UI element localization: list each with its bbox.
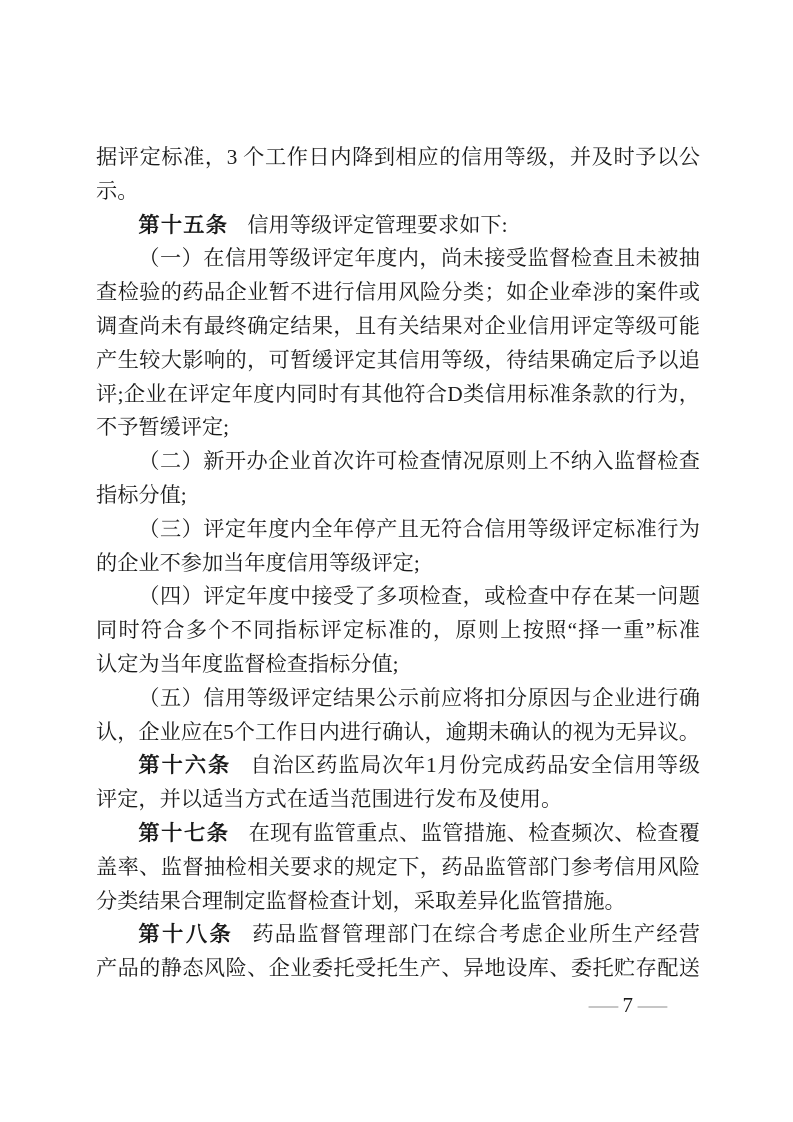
line-text: 评;企业在评定年度内同时有其他符合D类信用标准条款的行为， [96, 381, 700, 406]
body-line [96, 716, 700, 750]
article-number: 第十八条 [138, 922, 234, 947]
body-line [96, 344, 700, 378]
body-line [96, 885, 700, 919]
body-line [96, 242, 700, 276]
body-line [96, 276, 700, 310]
line-text: 同时符合多个不同指标评定标准的，原则上按照“择一重”标准 [96, 618, 700, 643]
line-text: 的企业不参加当年度信用等级评定; [96, 550, 420, 575]
line-text: 查检验的药品企业暂不进行信用风险分类；如企业牵涉的案件或 [96, 280, 700, 305]
article-heading-line [96, 749, 700, 783]
body-line [96, 513, 700, 547]
body-line [96, 682, 700, 716]
article-heading-line [96, 209, 700, 243]
line-text: （三）评定年度内全年停产且无符合信用等级评定标准行为 [138, 516, 700, 541]
line-text: 自治区药监局次年1月份完成药品安全信用等级 [250, 753, 700, 778]
line-text: 指标分值; [96, 482, 187, 507]
body-line [96, 378, 700, 412]
body-line [96, 310, 700, 344]
body-line [96, 411, 700, 445]
body-line [96, 851, 700, 885]
line-text: 信用等级评定管理要求如下: [247, 212, 508, 237]
article-number: 第十七条 [138, 820, 230, 845]
article-heading-line [96, 918, 700, 952]
line-text: （四）评定年度中接受了多项检查，或检查中存在某一问题 [138, 584, 700, 609]
line-text: （二）新开办企业首次许可检查情况原则上不纳入监督检查 [138, 449, 700, 474]
line-text: 分类结果合理制定监督检查计划，采取差异化监管措施。 [96, 888, 626, 913]
page-number [584, 993, 673, 1017]
body-line [96, 445, 700, 479]
line-text: 产生较大影响的，可暂缓评定其信用等级，待结果确定后予以追 [96, 347, 700, 372]
body-line [96, 648, 700, 682]
body-line [96, 580, 700, 614]
line-text: 在现有监管重点、监管措施、检查频次、检查覆 [248, 820, 700, 845]
line-text: 产品的静态风险、企业委托受托生产、异地设库、委托贮存配送 [96, 956, 700, 981]
page-number-left-dash: — [588, 993, 618, 1017]
line-text: 盖率、监督抽检相关要求的规定下，药品监管部门参考信用风险 [96, 854, 700, 879]
line-text: （一）在信用等级评定年度内，尚未接受监督检查且未被抽 [138, 246, 700, 271]
line-text: 认，企业应在5个工作日内进行确认，逾期未确认的视为无异议。 [96, 719, 700, 744]
body-line [96, 175, 700, 209]
line-text: 评定，并以适当方式在适当范围进行发布及使用。 [96, 787, 563, 812]
line-text: （五）信用等级评定结果公示前应将扣分原因与企业进行确 [138, 685, 700, 710]
line-text: 调查尚未有最终确定结果，且有关结果对企业信用评定等级可能 [96, 313, 700, 338]
line-text: 不予暂缓评定; [96, 415, 230, 440]
body-line [96, 141, 700, 175]
line-text: 药品监督管理部门在综合考虑企业所生产经营 [252, 922, 700, 947]
line-text: 认定为当年度监督检查指标分值; [96, 651, 399, 676]
line-text: 示。 [96, 178, 139, 203]
article-number: 第十六条 [138, 753, 232, 778]
body-line [96, 614, 700, 648]
page-number-right-dash: — [637, 993, 668, 1017]
article-heading-line [96, 817, 700, 851]
body-line [96, 479, 700, 513]
body-line [96, 547, 700, 581]
page-number-value: 7 [622, 993, 633, 1017]
document-body [96, 141, 700, 986]
body-line [96, 952, 700, 986]
line-text: 据评定标准，3 个工作日内降到相应的信用等级，并及时予以公 [96, 145, 700, 169]
body-line [96, 783, 700, 817]
article-number: 第十五条 [138, 212, 229, 237]
